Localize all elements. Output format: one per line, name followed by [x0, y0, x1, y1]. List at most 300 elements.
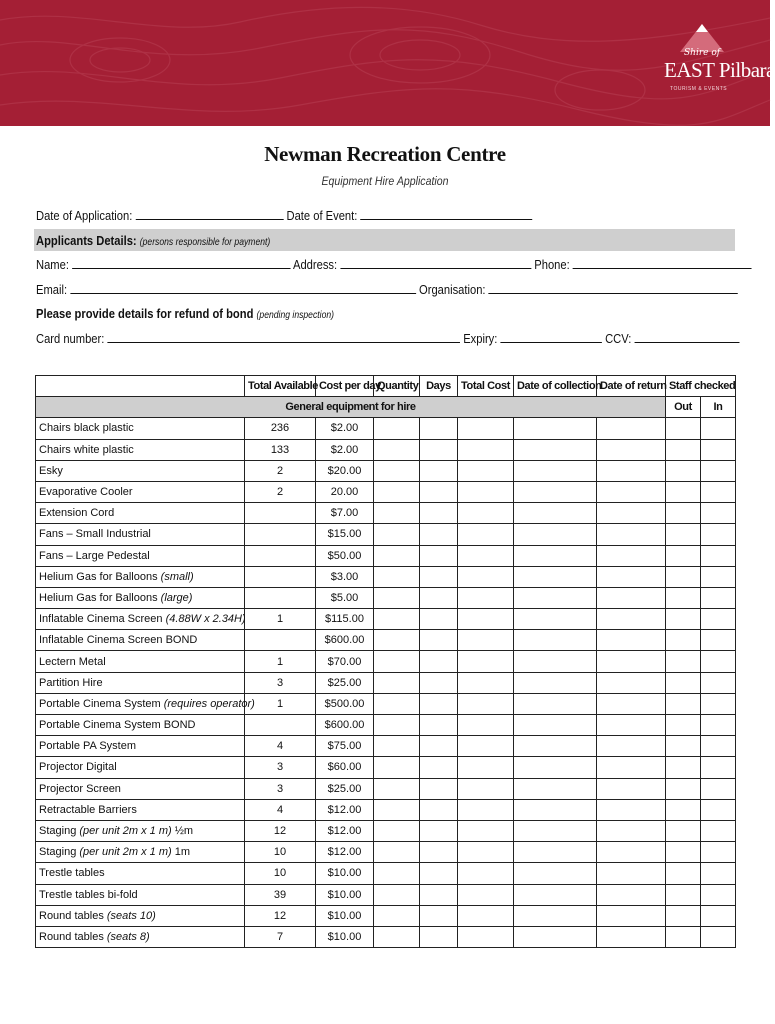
item-name-cell — [36, 693, 255, 714]
total-cost-cell[interactable] — [458, 609, 514, 630]
quantity-cell[interactable] — [374, 842, 420, 863]
quantity-cell[interactable] — [374, 778, 420, 799]
total-cost-cell[interactable] — [458, 524, 514, 545]
card-number-label: Card number: — [36, 331, 105, 346]
item-name: Fans – Large Pedestal — [39, 549, 150, 562]
cost-per-day-header: Cost per day — [316, 376, 374, 397]
staff-out-cell[interactable] — [666, 460, 701, 481]
staff-out-cell[interactable] — [666, 545, 701, 566]
item-name: Fans – Small Industrial — [39, 528, 151, 541]
days-cell[interactable] — [420, 460, 458, 481]
total-available-cell — [245, 524, 316, 545]
item-name-cell — [36, 651, 245, 672]
total-cost-cell[interactable] — [458, 905, 514, 926]
quantity-cell[interactable] — [374, 863, 420, 884]
days-cell[interactable] — [420, 799, 458, 820]
date-of-collection-cell[interactable] — [514, 566, 597, 587]
staff-out-cell[interactable] — [666, 905, 701, 926]
cost-per-day-cell: $25.00 — [316, 778, 374, 799]
total-available-cell: 12 — [245, 905, 316, 926]
table-row — [36, 863, 736, 884]
days-cell[interactable] — [420, 778, 458, 799]
item-note: (seats 10) — [106, 909, 156, 922]
name-label: Name: — [36, 257, 69, 272]
staff-out-cell[interactable] — [666, 672, 701, 693]
applicants-heading — [36, 233, 270, 248]
days-cell[interactable] — [420, 481, 458, 502]
logo-shire-text: Shire of — [684, 48, 721, 58]
quantity-cell[interactable] — [374, 926, 420, 947]
item-note: (per unit 2m x 1 m) — [79, 825, 172, 838]
item-name-cell — [36, 863, 245, 884]
days-cell[interactable] — [420, 672, 458, 693]
quantity-cell[interactable] — [374, 820, 420, 841]
days-cell[interactable] — [420, 693, 458, 714]
staff-in-cell[interactable] — [701, 609, 736, 630]
date-of-collection-cell[interactable] — [514, 439, 597, 460]
days-cell[interactable] — [420, 884, 458, 905]
quantity-cell[interactable] — [374, 693, 420, 714]
date-of-return-cell[interactable] — [597, 439, 666, 460]
cost-per-day-cell: $10.00 — [316, 926, 374, 947]
total-cost-cell[interactable] — [458, 736, 514, 757]
days-cell[interactable] — [420, 545, 458, 566]
quantity-cell[interactable] — [374, 630, 420, 651]
date-of-collection-cell[interactable] — [514, 778, 597, 799]
table-row — [36, 566, 736, 587]
quantity-cell[interactable] — [374, 715, 420, 736]
cost-per-day-cell: $12.00 — [316, 842, 374, 863]
date-of-return-cell[interactable] — [597, 842, 666, 863]
date-of-collection-cell[interactable] — [514, 926, 597, 947]
table-row — [36, 905, 736, 926]
date-of-return-cell[interactable] — [597, 820, 666, 841]
staff-out-cell[interactable] — [666, 587, 701, 608]
item-name-cell — [36, 630, 245, 651]
date-of-collection-cell[interactable] — [514, 587, 597, 608]
staff-checked-header: Staff checked — [666, 376, 736, 397]
total-cost-cell[interactable] — [458, 460, 514, 481]
staff-in-cell[interactable] — [701, 884, 736, 905]
staff-in-cell[interactable] — [701, 905, 736, 926]
staff-out-cell[interactable] — [666, 863, 701, 884]
date-of-return-cell[interactable] — [597, 693, 666, 714]
staff-in-cell[interactable] — [701, 460, 736, 481]
table-row — [36, 545, 736, 566]
quantity-cell[interactable] — [374, 672, 420, 693]
total-cost-cell[interactable] — [458, 418, 514, 439]
cost-per-day-cell: $7.00 — [316, 503, 374, 524]
days-cell[interactable] — [420, 566, 458, 587]
total-available-cell — [245, 630, 316, 651]
item-name: Portable Cinema System — [39, 697, 161, 710]
item-name: Evaporative Cooler — [39, 486, 133, 499]
total-cost-cell[interactable] — [458, 587, 514, 608]
table-row — [36, 693, 736, 714]
staff-in-cell[interactable] — [701, 651, 736, 672]
date-of-return-cell[interactable] — [597, 905, 666, 926]
item-name-cell — [36, 418, 245, 439]
cost-per-day-cell: $75.00 — [316, 736, 374, 757]
total-cost-cell[interactable] — [458, 545, 514, 566]
date-of-return-cell[interactable] — [597, 778, 666, 799]
staff-in-cell[interactable] — [701, 587, 736, 608]
total-cost-cell[interactable] — [458, 799, 514, 820]
staff-out-cell[interactable] — [666, 630, 701, 651]
date-of-return-cell[interactable] — [597, 566, 666, 587]
days-cell[interactable] — [420, 736, 458, 757]
staff-in-cell[interactable] — [701, 842, 736, 863]
staff-in-cell[interactable] — [701, 439, 736, 460]
total-cost-cell[interactable] — [458, 863, 514, 884]
days-cell[interactable] — [420, 630, 458, 651]
total-cost-cell[interactable] — [458, 926, 514, 947]
date-of-return-cell[interactable] — [597, 884, 666, 905]
staff-out-cell[interactable] — [666, 778, 701, 799]
cost-per-day-cell: $10.00 — [316, 884, 374, 905]
staff-in-cell[interactable] — [701, 503, 736, 524]
staff-out-cell[interactable] — [666, 566, 701, 587]
quantity-cell[interactable] — [374, 503, 420, 524]
date-of-return-cell[interactable] — [597, 524, 666, 545]
expiry-label: Expiry: — [463, 331, 498, 346]
cost-per-day-cell: $50.00 — [316, 545, 374, 566]
quantity-cell[interactable] — [374, 566, 420, 587]
cost-per-day-cell: $20.00 — [316, 460, 374, 481]
item-name-cell — [36, 545, 245, 566]
topographic-pattern — [0, 0, 770, 126]
staff-in-cell[interactable] — [701, 566, 736, 587]
quantity-cell[interactable] — [374, 524, 420, 545]
section-label: General equipment for hire — [36, 397, 666, 418]
total-cost-cell[interactable] — [458, 481, 514, 502]
total-cost-cell[interactable] — [458, 820, 514, 841]
item-name: Inflatable Cinema Screen — [39, 613, 163, 626]
total-cost-cell[interactable] — [458, 778, 514, 799]
item-name: Retractable Barriers — [39, 803, 137, 816]
staff-out-cell[interactable] — [666, 524, 701, 545]
expiry-field[interactable] — [500, 331, 601, 343]
date-of-collection-cell[interactable] — [514, 545, 597, 566]
staff-in-cell[interactable] — [701, 926, 736, 947]
email-field[interactable] — [70, 282, 416, 294]
date-of-return-cell[interactable] — [597, 503, 666, 524]
item-name: Projector Digital — [39, 761, 117, 774]
quantity-cell[interactable] — [374, 545, 420, 566]
cost-per-day-cell: 20.00 — [316, 481, 374, 502]
cost-per-day-cell: $3.00 — [316, 566, 374, 587]
table-row — [36, 715, 736, 736]
cost-per-day-cell: $2.00 — [316, 439, 374, 460]
date-of-application-label: Date of Application: — [36, 208, 133, 223]
days-cell[interactable] — [420, 757, 458, 778]
total-cost-cell[interactable] — [458, 630, 514, 651]
item-name-cell — [36, 757, 245, 778]
staff-in-cell[interactable] — [701, 736, 736, 757]
total-cost-cell[interactable] — [458, 884, 514, 905]
staff-out-cell[interactable] — [666, 651, 701, 672]
staff-in-cell[interactable] — [701, 524, 736, 545]
table-row — [36, 439, 736, 460]
date-of-collection-cell[interactable] — [514, 799, 597, 820]
date-of-return-cell[interactable] — [597, 863, 666, 884]
total-cost-cell[interactable] — [458, 503, 514, 524]
staff-out-cell[interactable] — [666, 503, 701, 524]
staff-out-cell[interactable] — [666, 736, 701, 757]
item-name: Chairs black plastic — [39, 422, 134, 435]
staff-in-cell[interactable] — [701, 672, 736, 693]
item-name-cell — [36, 715, 245, 736]
quantity-cell[interactable] — [374, 884, 420, 905]
staff-out-cell[interactable] — [666, 842, 701, 863]
total-cost-cell[interactable] — [458, 757, 514, 778]
days-cell[interactable] — [420, 524, 458, 545]
table-row — [36, 503, 736, 524]
quantity-cell[interactable] — [374, 609, 420, 630]
card-number-field[interactable] — [107, 331, 460, 343]
applicants-heading-note: (persons responsible for payment) — [139, 237, 271, 248]
quantity-cell[interactable] — [374, 757, 420, 778]
total-cost-header: Total Cost — [458, 376, 514, 397]
cost-per-day-cell: $5.00 — [316, 587, 374, 608]
days-cell[interactable] — [420, 651, 458, 672]
staff-out-cell[interactable] — [666, 693, 701, 714]
date-of-collection-cell[interactable] — [514, 693, 597, 714]
staff-out-cell[interactable] — [666, 820, 701, 841]
date-of-event-label: Date of Event: — [286, 208, 358, 223]
refund-heading-note: (pending inspection) — [256, 310, 335, 321]
item-name-cell — [36, 884, 245, 905]
days-cell[interactable] — [420, 905, 458, 926]
total-available-cell — [245, 715, 316, 736]
item-note: (4.88W x 2.34H) — [165, 613, 246, 626]
staff-out-cell[interactable] — [666, 418, 701, 439]
staff-in-cell[interactable] — [701, 820, 736, 841]
staff-out-cell[interactable] — [666, 884, 701, 905]
date-of-event-field[interactable] — [360, 208, 532, 220]
cost-per-day-cell: $60.00 — [316, 757, 374, 778]
total-cost-cell[interactable] — [458, 715, 514, 736]
date-of-application-field[interactable] — [135, 208, 283, 220]
date-of-collection-cell[interactable] — [514, 757, 597, 778]
days-cell[interactable] — [420, 587, 458, 608]
total-available-cell: 4 — [245, 736, 316, 757]
cost-per-day-cell: $25.00 — [316, 672, 374, 693]
logo-name-text: EAST Pilbara — [664, 58, 775, 82]
days-cell[interactable] — [420, 503, 458, 524]
item-name-cell — [36, 842, 245, 863]
date-of-collection-cell[interactable] — [514, 524, 597, 545]
applicants-heading-label: Applicants Details: — [36, 233, 137, 248]
quantity-cell[interactable] — [374, 905, 420, 926]
total-cost-cell[interactable] — [458, 651, 514, 672]
date-of-return-cell[interactable] — [597, 799, 666, 820]
date-of-return-cell[interactable] — [597, 609, 666, 630]
cost-per-day-cell: $115.00 — [316, 609, 374, 630]
total-cost-cell[interactable] — [458, 693, 514, 714]
table-row — [36, 672, 736, 693]
item-name-cell — [36, 587, 245, 608]
table-row — [36, 630, 736, 651]
days-cell[interactable] — [420, 820, 458, 841]
quantity-cell[interactable] — [374, 481, 420, 502]
cost-per-day-cell: $600.00 — [316, 715, 374, 736]
item-name-cell — [36, 736, 245, 757]
date-of-return-cell[interactable] — [597, 715, 666, 736]
date-of-return-cell[interactable] — [597, 672, 666, 693]
item-name: Trestle tables bi-fold — [39, 888, 138, 901]
cost-per-day-cell: $15.00 — [316, 524, 374, 545]
total-available-cell: 7 — [245, 926, 316, 947]
table-row — [36, 587, 736, 608]
date-of-collection-cell[interactable] — [514, 630, 597, 651]
total-available-cell: 133 — [245, 439, 316, 460]
table-row — [36, 799, 736, 820]
date-of-return-cell[interactable] — [597, 545, 666, 566]
date-of-collection-cell[interactable] — [514, 651, 597, 672]
total-cost-cell[interactable] — [458, 439, 514, 460]
quantity-cell[interactable] — [374, 439, 420, 460]
staff-out-cell[interactable] — [666, 799, 701, 820]
staff-out-cell[interactable] — [666, 757, 701, 778]
quantity-cell[interactable] — [374, 418, 420, 439]
item-name-cell — [36, 672, 245, 693]
phone-field[interactable] — [573, 257, 752, 269]
staff-in-cell[interactable] — [701, 799, 736, 820]
date-of-return-cell[interactable] — [597, 481, 666, 502]
staff-in-cell[interactable] — [701, 757, 736, 778]
date-of-return-cell[interactable] — [597, 460, 666, 481]
item-note: (large) — [160, 591, 193, 604]
date-of-collection-cell[interactable] — [514, 736, 597, 757]
days-cell[interactable] — [420, 842, 458, 863]
date-of-collection-cell[interactable] — [514, 418, 597, 439]
table-row — [36, 757, 736, 778]
date-of-return-cell[interactable] — [597, 587, 666, 608]
quantity-cell[interactable] — [374, 736, 420, 757]
table-row — [36, 609, 736, 630]
total-available-cell — [245, 587, 316, 608]
total-available-cell: 1 — [245, 693, 316, 714]
item-name-cell — [36, 926, 245, 947]
date-of-collection-cell[interactable] — [514, 672, 597, 693]
date-of-return-cell[interactable] — [597, 630, 666, 651]
quantity-cell[interactable] — [374, 460, 420, 481]
days-cell[interactable] — [420, 418, 458, 439]
address-label: Address: — [292, 257, 338, 272]
total-cost-cell[interactable] — [458, 566, 514, 587]
item-name-cell — [36, 481, 245, 502]
total-cost-cell[interactable] — [458, 672, 514, 693]
total-available-cell: 4 — [245, 799, 316, 820]
staff-in-cell[interactable] — [701, 715, 736, 736]
quantity-cell[interactable] — [374, 651, 420, 672]
date-of-return-cell[interactable] — [597, 736, 666, 757]
total-available-cell: 3 — [245, 672, 316, 693]
date-of-return-header: Date of return — [597, 376, 666, 397]
total-available-cell: 12 — [245, 820, 316, 841]
staff-out-cell[interactable] — [666, 926, 701, 947]
date-of-collection-cell[interactable] — [514, 905, 597, 926]
date-of-collection-cell[interactable] — [514, 842, 597, 863]
date-of-collection-cell[interactable] — [514, 863, 597, 884]
quantity-cell[interactable] — [374, 799, 420, 820]
staff-out-cell[interactable] — [666, 439, 701, 460]
item-name: Lectern Metal — [39, 655, 106, 668]
item-name: Portable PA System — [39, 740, 137, 753]
table-row — [36, 736, 736, 757]
ccv-field[interactable] — [634, 331, 739, 343]
date-of-return-cell[interactable] — [597, 651, 666, 672]
item-name-cell — [36, 503, 245, 524]
staff-in-cell[interactable] — [701, 630, 736, 651]
staff-out-cell[interactable] — [666, 481, 701, 502]
total-available-cell — [245, 566, 316, 587]
staff-in-cell[interactable] — [701, 418, 736, 439]
days-cell[interactable] — [420, 926, 458, 947]
staff-in-cell[interactable] — [701, 693, 736, 714]
date-of-return-cell[interactable] — [597, 926, 666, 947]
cost-per-day-cell: $12.00 — [316, 799, 374, 820]
staff-out-cell[interactable] — [666, 715, 701, 736]
item-note: (seats 8) — [106, 930, 150, 943]
days-cell[interactable] — [420, 609, 458, 630]
staff-in-cell[interactable] — [701, 863, 736, 884]
date-of-collection-cell[interactable] — [514, 884, 597, 905]
table-row — [36, 524, 736, 545]
item-note: (small) — [160, 570, 194, 583]
total-available-cell: 10 — [245, 842, 316, 863]
total-available-cell: 2 — [245, 481, 316, 502]
date-of-collection-cell[interactable] — [514, 460, 597, 481]
cost-per-day-cell: $12.00 — [316, 820, 374, 841]
staff-in-header: In — [701, 397, 736, 418]
date-of-collection-cell[interactable] — [514, 715, 597, 736]
item-name: Round tables — [39, 930, 104, 943]
table-row — [36, 651, 736, 672]
table-row — [36, 418, 736, 439]
quantity-cell[interactable] — [374, 587, 420, 608]
days-cell[interactable] — [420, 439, 458, 460]
staff-out-cell[interactable] — [666, 609, 701, 630]
date-of-return-cell[interactable] — [597, 757, 666, 778]
table-header-row — [36, 376, 736, 397]
total-cost-cell[interactable] — [458, 842, 514, 863]
address-field[interactable] — [340, 257, 531, 269]
days-cell[interactable] — [420, 863, 458, 884]
staff-in-cell[interactable] — [701, 545, 736, 566]
date-of-return-cell[interactable] — [597, 418, 666, 439]
date-of-collection-cell[interactable] — [514, 503, 597, 524]
total-available-cell: 3 — [245, 778, 316, 799]
refund-heading-label: Please provide details for refund of bond — [36, 306, 254, 321]
item-name: Staging — [39, 825, 77, 838]
organisation-field[interactable] — [489, 282, 738, 294]
item-name: Esky — [39, 464, 63, 477]
date-of-collection-cell[interactable] — [514, 481, 597, 502]
days-cell[interactable] — [420, 715, 458, 736]
total-available-header: Total Available — [245, 376, 316, 397]
name-field[interactable] — [72, 257, 290, 269]
total-available-cell: 10 — [245, 863, 316, 884]
total-available-cell — [245, 545, 316, 566]
date-of-collection-cell[interactable] — [514, 609, 597, 630]
cost-per-day-cell: $10.00 — [316, 905, 374, 926]
staff-in-cell[interactable] — [701, 778, 736, 799]
item-name-cell — [36, 524, 245, 545]
date-of-collection-cell[interactable] — [514, 820, 597, 841]
staff-in-cell[interactable] — [701, 481, 736, 502]
